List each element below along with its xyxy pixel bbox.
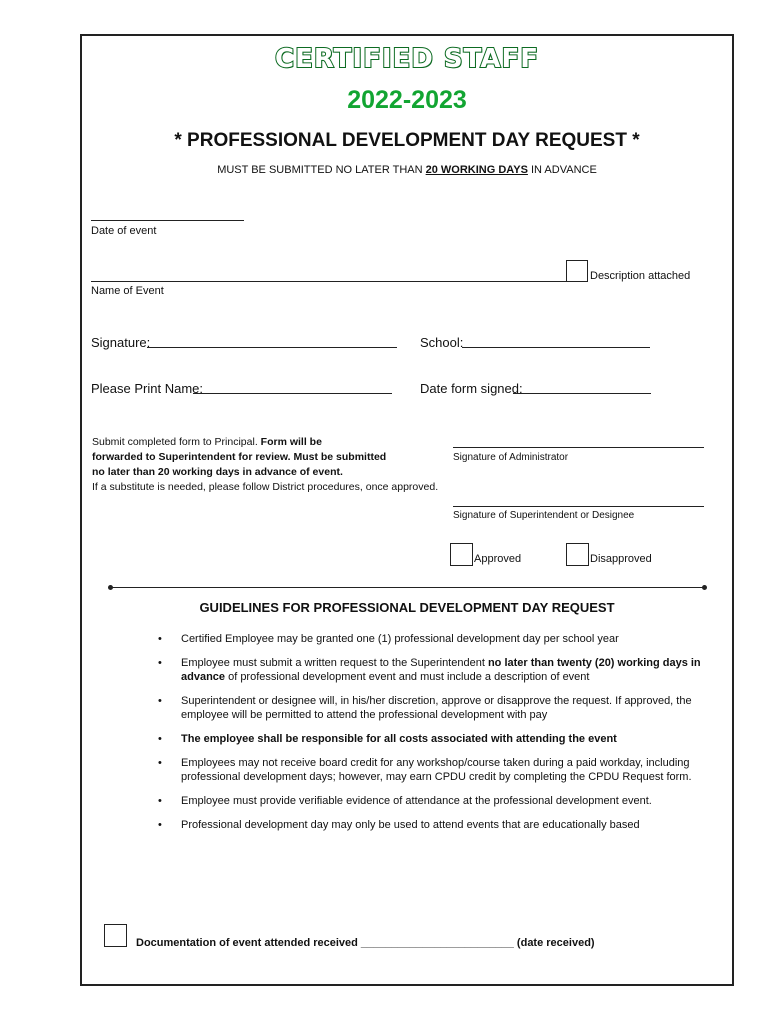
form-title: CERTIFIED STAFF — [274, 44, 540, 74]
guideline-bold-text: no later than twenty (20) working days in advance — [181, 657, 701, 683]
administrator-signature-label: Signature of Administrator — [453, 452, 569, 463]
guideline-text: Employee must provide verifiable evidence of attendance at the professional development event. — [181, 795, 652, 807]
guidelines-heading: GUIDELINES FOR PROFESSIONAL DEVELOPMENT DAY REQUEST — [199, 600, 615, 615]
instructions-line-4: If a substitute is needed, please follow District procedures, once approved. — [92, 481, 439, 493]
bullet-icon: • — [158, 633, 162, 645]
guideline-item — [158, 794, 723, 808]
guideline-item — [158, 656, 723, 684]
bullet-icon: • — [158, 757, 162, 769]
name-of-event-line[interactable] — [91, 281, 588, 282]
guideline-text-end: of professional development event and must include a description of event — [225, 671, 590, 683]
guideline-text: Employee must submit a written request to the Superintendent — [181, 657, 488, 669]
form-border — [80, 34, 734, 986]
guideline-item — [158, 632, 723, 646]
signature-line[interactable] — [147, 347, 397, 348]
bullet-icon: • — [158, 819, 162, 831]
disapproved-label: Disapproved — [590, 553, 652, 565]
print-name-line[interactable] — [193, 393, 392, 394]
deadline-emphasis: 20 WORKING DAYS — [425, 164, 528, 176]
bullet-icon: • — [158, 733, 162, 745]
approved-label: Approved — [474, 553, 522, 565]
guideline-bold-text: The employee shall be responsible for all costs associated with attending the event — [181, 733, 617, 745]
guideline-text: Superintendent or designee will, in his/her discretion, approve or disapprove the request. If approved, the employee will be permitted to attend the professional development with pay — [181, 695, 692, 721]
deadline-pre: MUST BE SUBMITTED NO LATER THAN — [217, 164, 426, 176]
date-form-signed-line[interactable] — [513, 393, 651, 394]
section-divider — [110, 587, 704, 588]
guideline-text: Employees may not receive board credit for any workshop/course taken during a paid workday, including professional development days; however, may earn CPDU credit by completing the CPDU Request form. — [181, 757, 692, 783]
submission-deadline — [80, 164, 734, 176]
date-form-signed-label: Date form signed: — [420, 381, 523, 396]
divider-end-left — [108, 585, 113, 590]
description-attached-label: Description attached — [590, 270, 691, 282]
instructions-plain: Submit completed form to Principal. — [92, 436, 261, 448]
request-heading: * PROFESSIONAL DEVELOPMENT DAY REQUEST * — [174, 130, 640, 151]
guideline-text: Certified Employee may be granted one (1) professional development day per school year — [181, 633, 619, 645]
guideline-text: Professional development day may only be used to attend events that are educationally based — [181, 819, 640, 831]
school-label: School: — [420, 335, 464, 350]
disapproved-checkbox[interactable] — [566, 543, 589, 566]
guideline-item — [158, 756, 723, 784]
school-line[interactable] — [462, 347, 650, 348]
superintendent-signature-line[interactable] — [453, 506, 704, 507]
bullet-icon: • — [158, 695, 162, 707]
print-name-label: Please Print Name: — [91, 381, 203, 396]
date-of-event-label: Date of event — [91, 225, 157, 237]
instructions-bold: Form will be — [260, 436, 322, 448]
date-of-event-line[interactable] — [91, 220, 244, 221]
bullet-icon: • — [158, 795, 162, 807]
guideline-item — [158, 694, 723, 722]
signature-label: Signature: — [91, 335, 151, 350]
bullet-icon: • — [158, 657, 162, 669]
divider-end-right — [702, 585, 707, 590]
name-of-event-label: Name of Event — [91, 285, 164, 297]
documentation-received-label: Documentation of event attended received _________________________ (date received) — [136, 937, 595, 949]
guidelines-list — [158, 632, 723, 842]
approved-checkbox[interactable] — [450, 543, 473, 566]
deadline-post: IN ADVANCE — [527, 164, 597, 176]
description-attached-checkbox[interactable] — [566, 260, 588, 282]
guideline-item — [158, 818, 723, 832]
school-year: 2022-2023 — [347, 86, 467, 114]
instructions-line-1 — [92, 435, 438, 450]
instructions-line-3: no later than 20 working days in advance of event. — [92, 466, 343, 478]
documentation-checkbox[interactable] — [104, 924, 127, 947]
superintendent-signature-label: Signature of Superintendent or Designee — [453, 510, 635, 521]
submission-instructions — [92, 435, 438, 495]
guideline-item — [158, 732, 723, 746]
administrator-signature-line[interactable] — [453, 447, 704, 448]
instructions-line-2: forwarded to Superintendent for review. Must be submitted — [92, 451, 387, 463]
